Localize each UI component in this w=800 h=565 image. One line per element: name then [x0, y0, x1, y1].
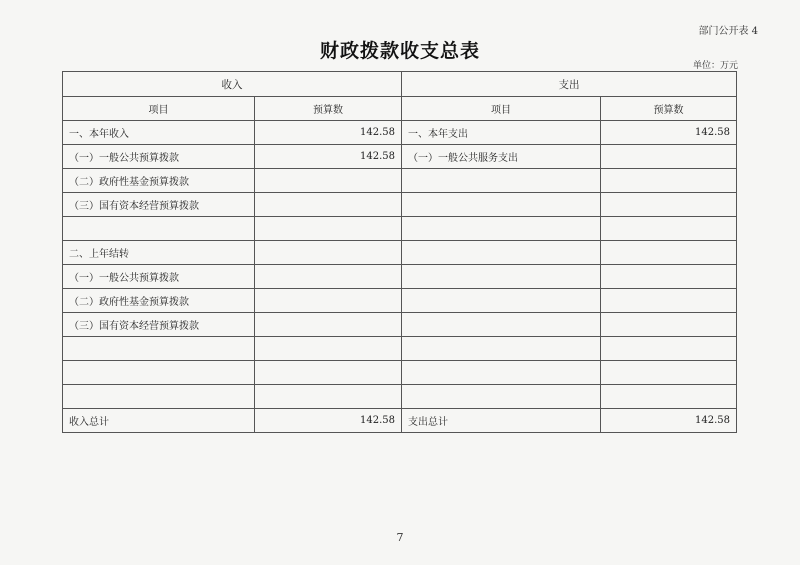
expense-item-cell: [402, 289, 601, 313]
table-row: [63, 145, 737, 169]
page-number: 7: [396, 531, 404, 544]
income-value-cell: [255, 193, 402, 217]
table-row: [63, 361, 737, 385]
table-row: [63, 121, 737, 145]
income-item-cell: 一、本年收入: [63, 121, 255, 145]
expense-item-cell: [402, 217, 601, 241]
totals-row: [63, 409, 737, 433]
expense-item-cell: [402, 169, 601, 193]
expense-item-cell: [402, 385, 601, 409]
income-value-cell: [255, 217, 402, 241]
expense-item-cell: 一、本年支出: [402, 121, 601, 145]
income-item-cell: （三）国有资本经营预算拨款: [63, 193, 255, 217]
expense-total-label: 支出总计: [402, 409, 601, 433]
table-row: [63, 193, 737, 217]
expense-budget-header: 预算数: [601, 97, 737, 121]
expense-item-cell: [402, 337, 601, 361]
expense-item-cell: [402, 241, 601, 265]
expense-item-cell: （一）一般公共服务支出: [402, 145, 601, 169]
income-item-cell: （一）一般公共预算拨款: [63, 265, 255, 289]
income-total-value: 142.58: [255, 409, 402, 433]
expense-item-cell: [402, 361, 601, 385]
expense-value-cell: [601, 337, 737, 361]
income-item-cell: （二）政府性基金预算拨款: [63, 289, 255, 313]
expense-item-cell: [402, 265, 601, 289]
table-row: [63, 265, 737, 289]
income-budget-header: 预算数: [255, 97, 402, 121]
income-item-cell: [63, 337, 255, 361]
table-row: [63, 241, 737, 265]
income-value-cell: [255, 313, 402, 337]
expense-item-cell: [402, 193, 601, 217]
expense-value-cell: [601, 217, 737, 241]
expense-value-cell: [601, 385, 737, 409]
column-header-row: [63, 97, 737, 121]
table-row: [63, 385, 737, 409]
income-item-cell: （三）国有资本经营预算拨款: [63, 313, 255, 337]
income-value-cell: [255, 337, 402, 361]
income-value-cell: [255, 289, 402, 313]
unit-label: 单位：万元: [692, 61, 738, 71]
income-value-cell: [255, 169, 402, 193]
document-id: 部门公开表 4: [698, 26, 758, 37]
table-body: [63, 121, 737, 409]
income-item-cell: [63, 217, 255, 241]
expense-value-cell: [601, 145, 737, 169]
expense-value-cell: [601, 169, 737, 193]
income-value-cell: [255, 385, 402, 409]
expense-total-value: 142.58: [601, 409, 737, 433]
income-item-cell: （二）政府性基金预算拨款: [63, 169, 255, 193]
table-row: [63, 217, 737, 241]
income-item-cell: 二、上年结转: [63, 241, 255, 265]
expense-value-cell: [601, 289, 737, 313]
income-value-cell: [255, 361, 402, 385]
expense-section-header: 支出: [402, 72, 737, 97]
income-value-cell: [255, 265, 402, 289]
table-row: [63, 337, 737, 361]
income-item-cell: [63, 361, 255, 385]
income-value-cell: 142.58: [255, 145, 402, 169]
section-header-row: [63, 72, 737, 97]
expense-value-cell: [601, 265, 737, 289]
expense-value-cell: [601, 241, 737, 265]
expense-item-header: 项目: [402, 97, 601, 121]
table-row: [63, 289, 737, 313]
page-title: 财政拨款收支总表: [319, 40, 480, 62]
table-row: [63, 169, 737, 193]
expense-value-cell: [601, 313, 737, 337]
expense-value-cell: [601, 193, 737, 217]
income-item-cell: [63, 385, 255, 409]
table-row: [63, 313, 737, 337]
income-total-label: 收入总计: [63, 409, 255, 433]
income-item-cell: （一）一般公共预算拨款: [63, 145, 255, 169]
expense-item-cell: [402, 313, 601, 337]
income-item-header: 项目: [63, 97, 255, 121]
income-value-cell: 142.58: [255, 121, 402, 145]
expense-value-cell: 142.58: [601, 121, 737, 145]
income-section-header: 收入: [63, 72, 402, 97]
budget-table: [62, 71, 737, 433]
income-value-cell: [255, 241, 402, 265]
expense-value-cell: [601, 361, 737, 385]
